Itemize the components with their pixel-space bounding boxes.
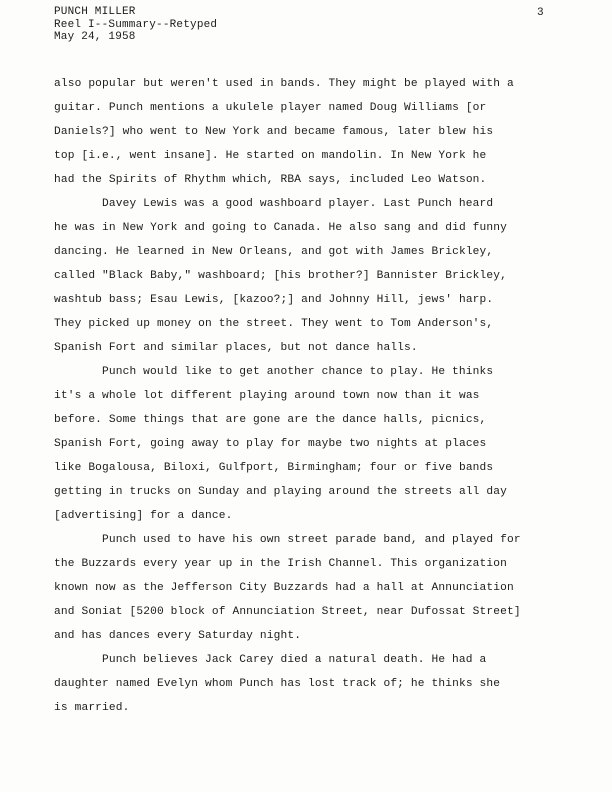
text-line: Daniels?] who went to New York and became famous, later blew his xyxy=(54,126,494,138)
header-date: May 24, 1958 xyxy=(54,31,136,43)
text-line: it's a whole lot different playing around town now than it was xyxy=(54,390,480,402)
text-line: known now as the Jefferson City Buzzards had a hall at Annunciation xyxy=(54,582,514,594)
text-line: Spanish Fort and similar places, but not dance halls. xyxy=(54,342,418,354)
text-line: he was in New York and going to Canada. He also sang and did funny xyxy=(54,222,507,234)
text-line: and has dances every Saturday night. xyxy=(54,630,302,642)
text-line: washtub bass; Esau Lewis, [kazoo?;] and Johnny Hill, jews' harp. xyxy=(54,294,494,306)
text-line: Spanish Fort, going away to play for maybe two nights at places xyxy=(54,438,487,450)
text-line: getting in trucks on Sunday and playing around the streets all day xyxy=(54,486,507,498)
text-line: guitar. Punch mentions a ukulele player named Doug Williams [or xyxy=(54,102,487,114)
text-line: is married. xyxy=(54,702,130,714)
text-line: [advertising] for a dance. xyxy=(54,510,233,522)
page-number: 3 xyxy=(537,7,544,19)
text-line: and Soniat [5200 block of Annunciation Street, near Dufossat Street] xyxy=(54,606,521,618)
text-line: called "Black Baby," washboard; [his brother?] Bannister Brickley, xyxy=(54,270,507,282)
text-line: also popular but weren't used in bands. They might be played with a xyxy=(54,78,514,90)
text-line: had the Spirits of Rhythm which, RBA says, included Leo Watson. xyxy=(54,174,487,186)
text-line: daughter named Evelyn whom Punch has lost track of; he thinks she xyxy=(54,678,501,690)
page-header xyxy=(54,6,217,44)
text-line: They picked up money on the street. They went to Tom Anderson's, xyxy=(54,318,494,330)
text-line: top [i.e., went insane]. He started on mandolin. In New York he xyxy=(54,150,487,162)
text-line: Punch would like to get another chance to play. He thinks xyxy=(102,366,494,378)
header-reel: Reel I--Summary--Retyped xyxy=(54,18,218,31)
text-line: like Bogalousa, Biloxi, Gulfport, Birmingham; four or five bands xyxy=(54,462,494,474)
text-line: the Buzzards every year up in the Irish Channel. This organization xyxy=(54,558,507,570)
header-name: PUNCH MILLER xyxy=(54,6,136,18)
text-line: dancing. He learned in New Orleans, and got with James Brickley, xyxy=(54,246,494,258)
text-line: Davey Lewis was a good washboard player. Last Punch heard xyxy=(102,198,494,210)
text-line: Punch used to have his own street parade band, and played for xyxy=(102,534,521,546)
text-line: before. Some things that are gone are the dance halls, picnics, xyxy=(54,414,487,426)
transcript-body xyxy=(54,72,554,720)
text-line: Punch believes Jack Carey died a natural death. He had a xyxy=(102,654,487,666)
